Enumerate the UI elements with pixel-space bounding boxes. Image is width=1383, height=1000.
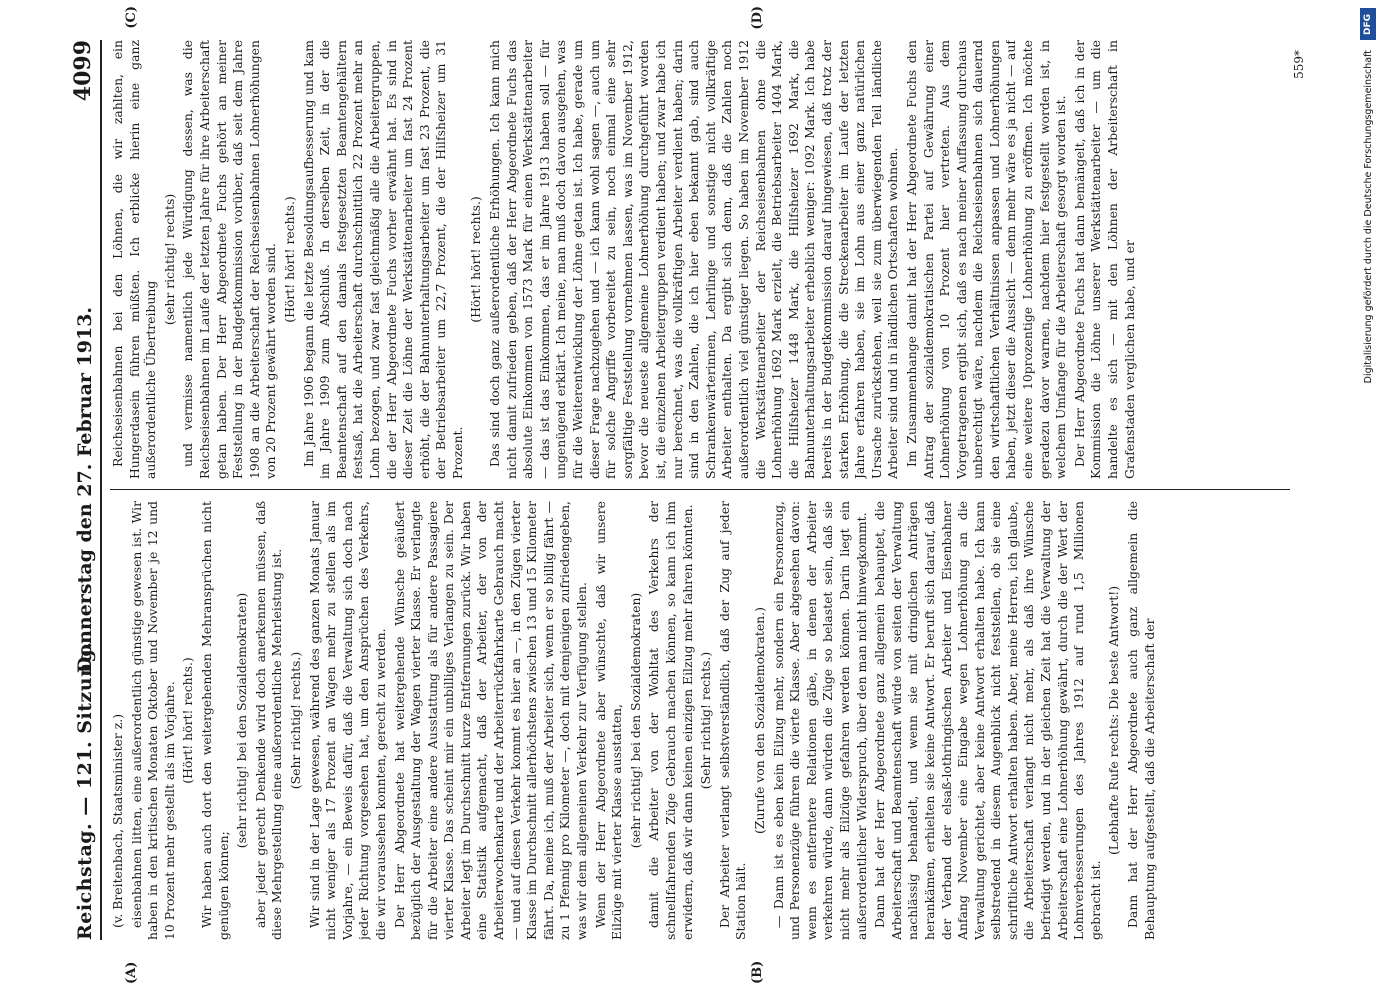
left-column-paragraph: damit die Arbeiter von der Wohltat des Verkehrs der schnellfahrenden Züge Gebrauch machen können, so kann ich ihm erwidern, daß wir dann keinen einzigen Eilzug mehr fahren könnten. <box>646 501 695 940</box>
right-column-paragraph: (Hört! hört! rechts.) <box>468 196 484 323</box>
right-column-paragraph: Das sind doch ganz außerordentliche Erhöhungen. Ich kann mich nicht damit zufrieden geben, daß der Herr Abgeordnete Fuchs das absolute Einkommen von 1573 Mark für einen Werkstättenarbeiter — das ist das Einkommen, das er im Jahre 1913 haben soll — für ungenügend erklärt. Ich meine, man muß doch davon ausgehen, was für die Weiterentwicklung der Löhne getan ist. Ich habe, gerade um dieser Frage nachzugehen und — ich kann wohl sagen —, auch um für solche Angriffe vorbereitet zu sein, noch einmal eine sehr sorgfältige Feststellung vornehmen lassen, was im November 1912, bevor die neueste allgemeine Lohnerhöhung durchgeführt worden ist, die einzelnen Arbeitergruppen verdient haben; und zwar habe ich nur berechnet, was die vollkräftigen Arbeiter verdient haben; darin sind in den Zahlen, die ich hier eben bekannt gab, sind auch Schrankenwärterinnen, Lehrlinge und sonstige nicht vollkräftige Arbeiter enthalten. Da ergibt sich denn, daß die Zahlen noch außerordentlich viel günstiger liegen. So haben im November 1912 die Werkstättenarbeiter der Reichseisenbahnen ohne die Lohnerhöhung 1692 Mark erzielt, die Betriebsarbeiter 1404 Mark, die Hilfsheizer 1448 Mark, die Hilfsheizer 1692 Mark, die Bahnunterhaltungsarbeiter erheblich weniger: 1092 Mark. Ich habe bereits in der Budgetkommission darauf hingewiesen, daß trotz der starken Erhöhung, die die Streckenarbeiter im Laufe der letzten Jahre erfahren haben, sie im Lohn aus einer ganz natürlichen Ursache zurückstehen, weil sie zum überwiegenden Teil ländliche Arbeiter sind und in ländlichen Ortschaften wohnen. <box>487 40 901 479</box>
left-column <box>110 501 1290 940</box>
left-column-paragraph: (sehr richtig! bei den Sozialdemokraten) <box>234 592 250 849</box>
right-column-paragraph: Der Herr Abgeordnete Fuchs hat dann bemängelt, daß ich in der Kommission die Löhne unserer Werkstättenarbeiter — um die handelte es sich — mit den Löhnen der Arbeiterschaft in Grafenstaden verglichen habe, und er <box>1071 40 1137 479</box>
left-column-paragraph: aber jeder gerecht Denkende wird doch anerkennen müssen, daß diese Mehrgestellung eine außerordentliche Mehrleistung ist. <box>252 501 285 940</box>
left-column-paragraph: Wenn der Herr Abgeordnete aber wünschte, daß wir unsere Eilzüge mit vierter Klasse ausstatten, <box>592 501 625 940</box>
right-column-paragraph: Reichseisenbahnen bei den Löhnen, die wir zahlten, ein Hungerdasein führen müßten. Ich erblicke hierin eine ganz außerordentliche Übertreibung <box>110 40 159 479</box>
margin-marker-a: (A) <box>124 961 139 984</box>
left-column-paragraph: (Zurufe von den Sozialdemokraten.) <box>751 607 767 834</box>
credit-text: Digitalisierung gefördert durch die Deutsche Forschungsgemeinschaft <box>1362 50 1374 384</box>
header-left-title: Reichstag. — 121. Sitzung. <box>74 641 96 940</box>
left-column-paragraph: Dann hat der Herr Abgeordnete auch ganz allgemein die Behauptung aufgestellt, daß die Arbeiterschaft der <box>1125 501 1157 940</box>
right-column-paragraph: (Hört! hört! rechts.) <box>281 196 297 323</box>
left-column-paragraph: Der Arbeiter verlangt selbstverständlich, daß der Zug auf jeder Station hält. <box>716 501 749 940</box>
left-column-paragraph: Dann hat der Herr Abgeordnete ganz allgemein behauptet, die Arbeiterschaft und Beamtenschaft würde von seiten der Verwaltung nachlässig behandelt, und wenn sie mit dringlichen Anträgen herankämen, erhielten sie keine Antwort. Er beruft sich darauf, daß der Verband der elsaß-lothringischen Arbeiter und Eisenbahner Anfang November eine Eingabe wegen Lohnerhöhung an die Verwaltung gerichtet, aber keine Antwort erhalten habe. Ich kann selbstredend in diesem Augenblick nicht feststellen, ob sie eine schriftliche Antwort erhalten haben. Aber, meine Herren, ich glaube, die Arbeiterschaft verlangt nicht mehr, als daß ihre Wünsche befriedigt werden, und in der gleichen Zeit hat die Verwaltung der Arbeiterschaft eine Lohnerhöhung gewährt, durch die der Wert der Lohnverbesserungen des Jahres 1912 auf rund 1,5 Millionen gebracht ist. <box>872 501 1103 940</box>
margin-marker-c: (C) <box>124 6 139 29</box>
left-column-paragraph: (Sehr richtig! rechts.) <box>698 651 714 790</box>
header-date: Donnerstag den 27. Februar 1913. <box>74 306 96 674</box>
margin-marker-d: (D) <box>750 6 765 30</box>
left-column-paragraph: (sehr richtig! bei den Sozialdemokraten) <box>627 592 643 849</box>
dfg-logo: DFG <box>1360 8 1376 40</box>
left-column-paragraph: Der Herr Abgeordnete hat weitergehende Wünsche geäußert bezüglich der Ausgestaltung der Wagen vierter Klasse. Er verlangte für die Arbeiter eine andere Ausstattung als für andere Passagiere vierter Klasse. Das scheint mir ein unbilliges Verlangen zu sein. Der Arbeiter legt im Durchschnitt kurze Entfernungen zurück. Wir haben eine Statistik aufgemacht, daß der Arbeiter, der von der Arbeiterwochenkarte und der Arbeiterrückfahrkarte Gebrauch macht — und auf diesen Verkehr kommt es hier an —, in den Zügen vierter Klasse im Durchschnitt allerhöchstens zwischen 13 und 15 Kilometer fährt. Da, meine ich, muß der Arbeiter sich, wenn er so billig fährt — zu 1 Pfennig pro Kilometer —, doch mit demjenigen zufriedengeben, was wir dem allgemeinen Verkehr zur Verfügung stellen. <box>391 501 590 940</box>
left-column-paragraph: (Sehr richtig! rechts.) <box>287 651 303 790</box>
credit-strip <box>1357 0 1379 1000</box>
left-column-paragraph: (Lebhafte Rufe rechts: Die beste Antwort!) <box>1106 585 1122 856</box>
left-column-paragraph: eisenbahnen litten, eine außerordentlich günstige gewesen ist. Wir haben in den kritischen Monaten Oktober und November je 12 und 10 Prozent mehr gestellt als im Vorjahre. <box>128 501 177 940</box>
right-column <box>110 40 1290 479</box>
text-columns <box>110 6 1290 984</box>
right-column-paragraph: Im Zusammenhange damit hat der Herr Abgeordnete Fuchs den Antrag der sozialdemokratischen Partei auf Gewährung einer Lohnerhöhung von 10 Prozent hier vertreten. Aus dem Vorgetragenen ergibt sich, daß es nach meiner Auffassung durchaus unberechtigt wäre, nachdem die Reichseisenbahnen sich dauernd den wirtschaftlichen Verhältnissen anpassen und Lohnerhöhungen haben, jetzt dieser die Aussicht — denn mehr wäre es ja nicht — auf eine weitere 10prozentige Lohnerhöhung zu eröffnen. Ich möchte geradezu davor warnen, nachdem hier festgestellt worden ist, in welchem Umfange für die Arbeiterschaft gesorgt worden ist. <box>903 40 1069 479</box>
left-column-paragraph: (Hört! hört! rechts.) <box>180 657 196 784</box>
left-column-paragraph: Wir haben auch dort den weitergehenden Mehransprüchen nicht genügen können; <box>198 501 231 940</box>
page-number: 4099 <box>70 40 96 102</box>
page-header <box>56 40 102 940</box>
right-column-paragraph: und vermisse namentlich jede Würdigung dessen, was die Reichseisenbahnen im Laufe der letzten Jahre für ihre Arbeiterschaft getan haben. Der Herr Abgeordnete Fuchs gehört an meiner Feststellung in der Budgetkommission vorüber, daß seit dem Jahre 1908 an die Arbeiterschaft der Reichseisenbahnen Lohnerhöhungen von 20 Prozent gewährt worden sind. <box>180 40 279 479</box>
right-column-paragraph: (sehr richtig! rechts) <box>161 193 177 326</box>
signature-mark: 559* <box>1292 50 1306 79</box>
left-column-paragraph: (v. Breitenbach, Staatsminister z.) <box>110 713 125 928</box>
column-divider <box>110 489 1290 490</box>
right-column-paragraph: Im Jahre 1906 begann die letzte Besoldungsaufbesserung und kam im Jahre 1909 zum Abschluß. In derselben Zeit, in der die Beamtenschaft auf den damals festgesetzten Beamtengehältern festsaß, hat die Arbeiterschaft durchschnittlich 22 Prozent mehr an Lohn bezogen, und zwar fast gleichmäßig alle die Arbeitergruppen, die der Herr Abgeordnete Fuchs vorher erwähnt hat. Es sind in dieser Zeit die Löhne der Werkstättenarbeiter um fast 24 Prozent erhöht, die der Bahnunterhaltungsarbeiter um fast 23 Prozent, die der Betriebsarbeiter um 22,7 Prozent, die der Hilfsheizer um 31 Prozent. <box>300 40 465 479</box>
left-column-paragraph: — Dann ist es eben kein Eilzug mehr, sondern ein Personenzug, und Personenzüge führen die vierte Klasse. Aber abgesehen davon: wenn es entferntere Relationen gäbe, in denen der Arbeiter verkehren würde, dann würden die Züge so belastet sein, daß sie nicht mehr als Eilzüge gefahren werden können. Darin liegt ein außerordentlicher Widerspruch, über den man nicht hinwegkommt. <box>770 501 869 940</box>
left-column-paragraph: Wir sind in der Lage gewesen, während des ganzen Monats Januar nicht weniger als 17 Prozent an Wagen mehr zu stellen als im Vorjahre, — ein Beweis dafür, daß die Verwaltung sich doch nach jeder Richtung vorgesehen hat, um den Ansprüchen des Verkehrs, die wir voraussehen konnten, gerecht zu werden. <box>306 501 388 940</box>
margin-marker-b: (B) <box>750 960 765 984</box>
